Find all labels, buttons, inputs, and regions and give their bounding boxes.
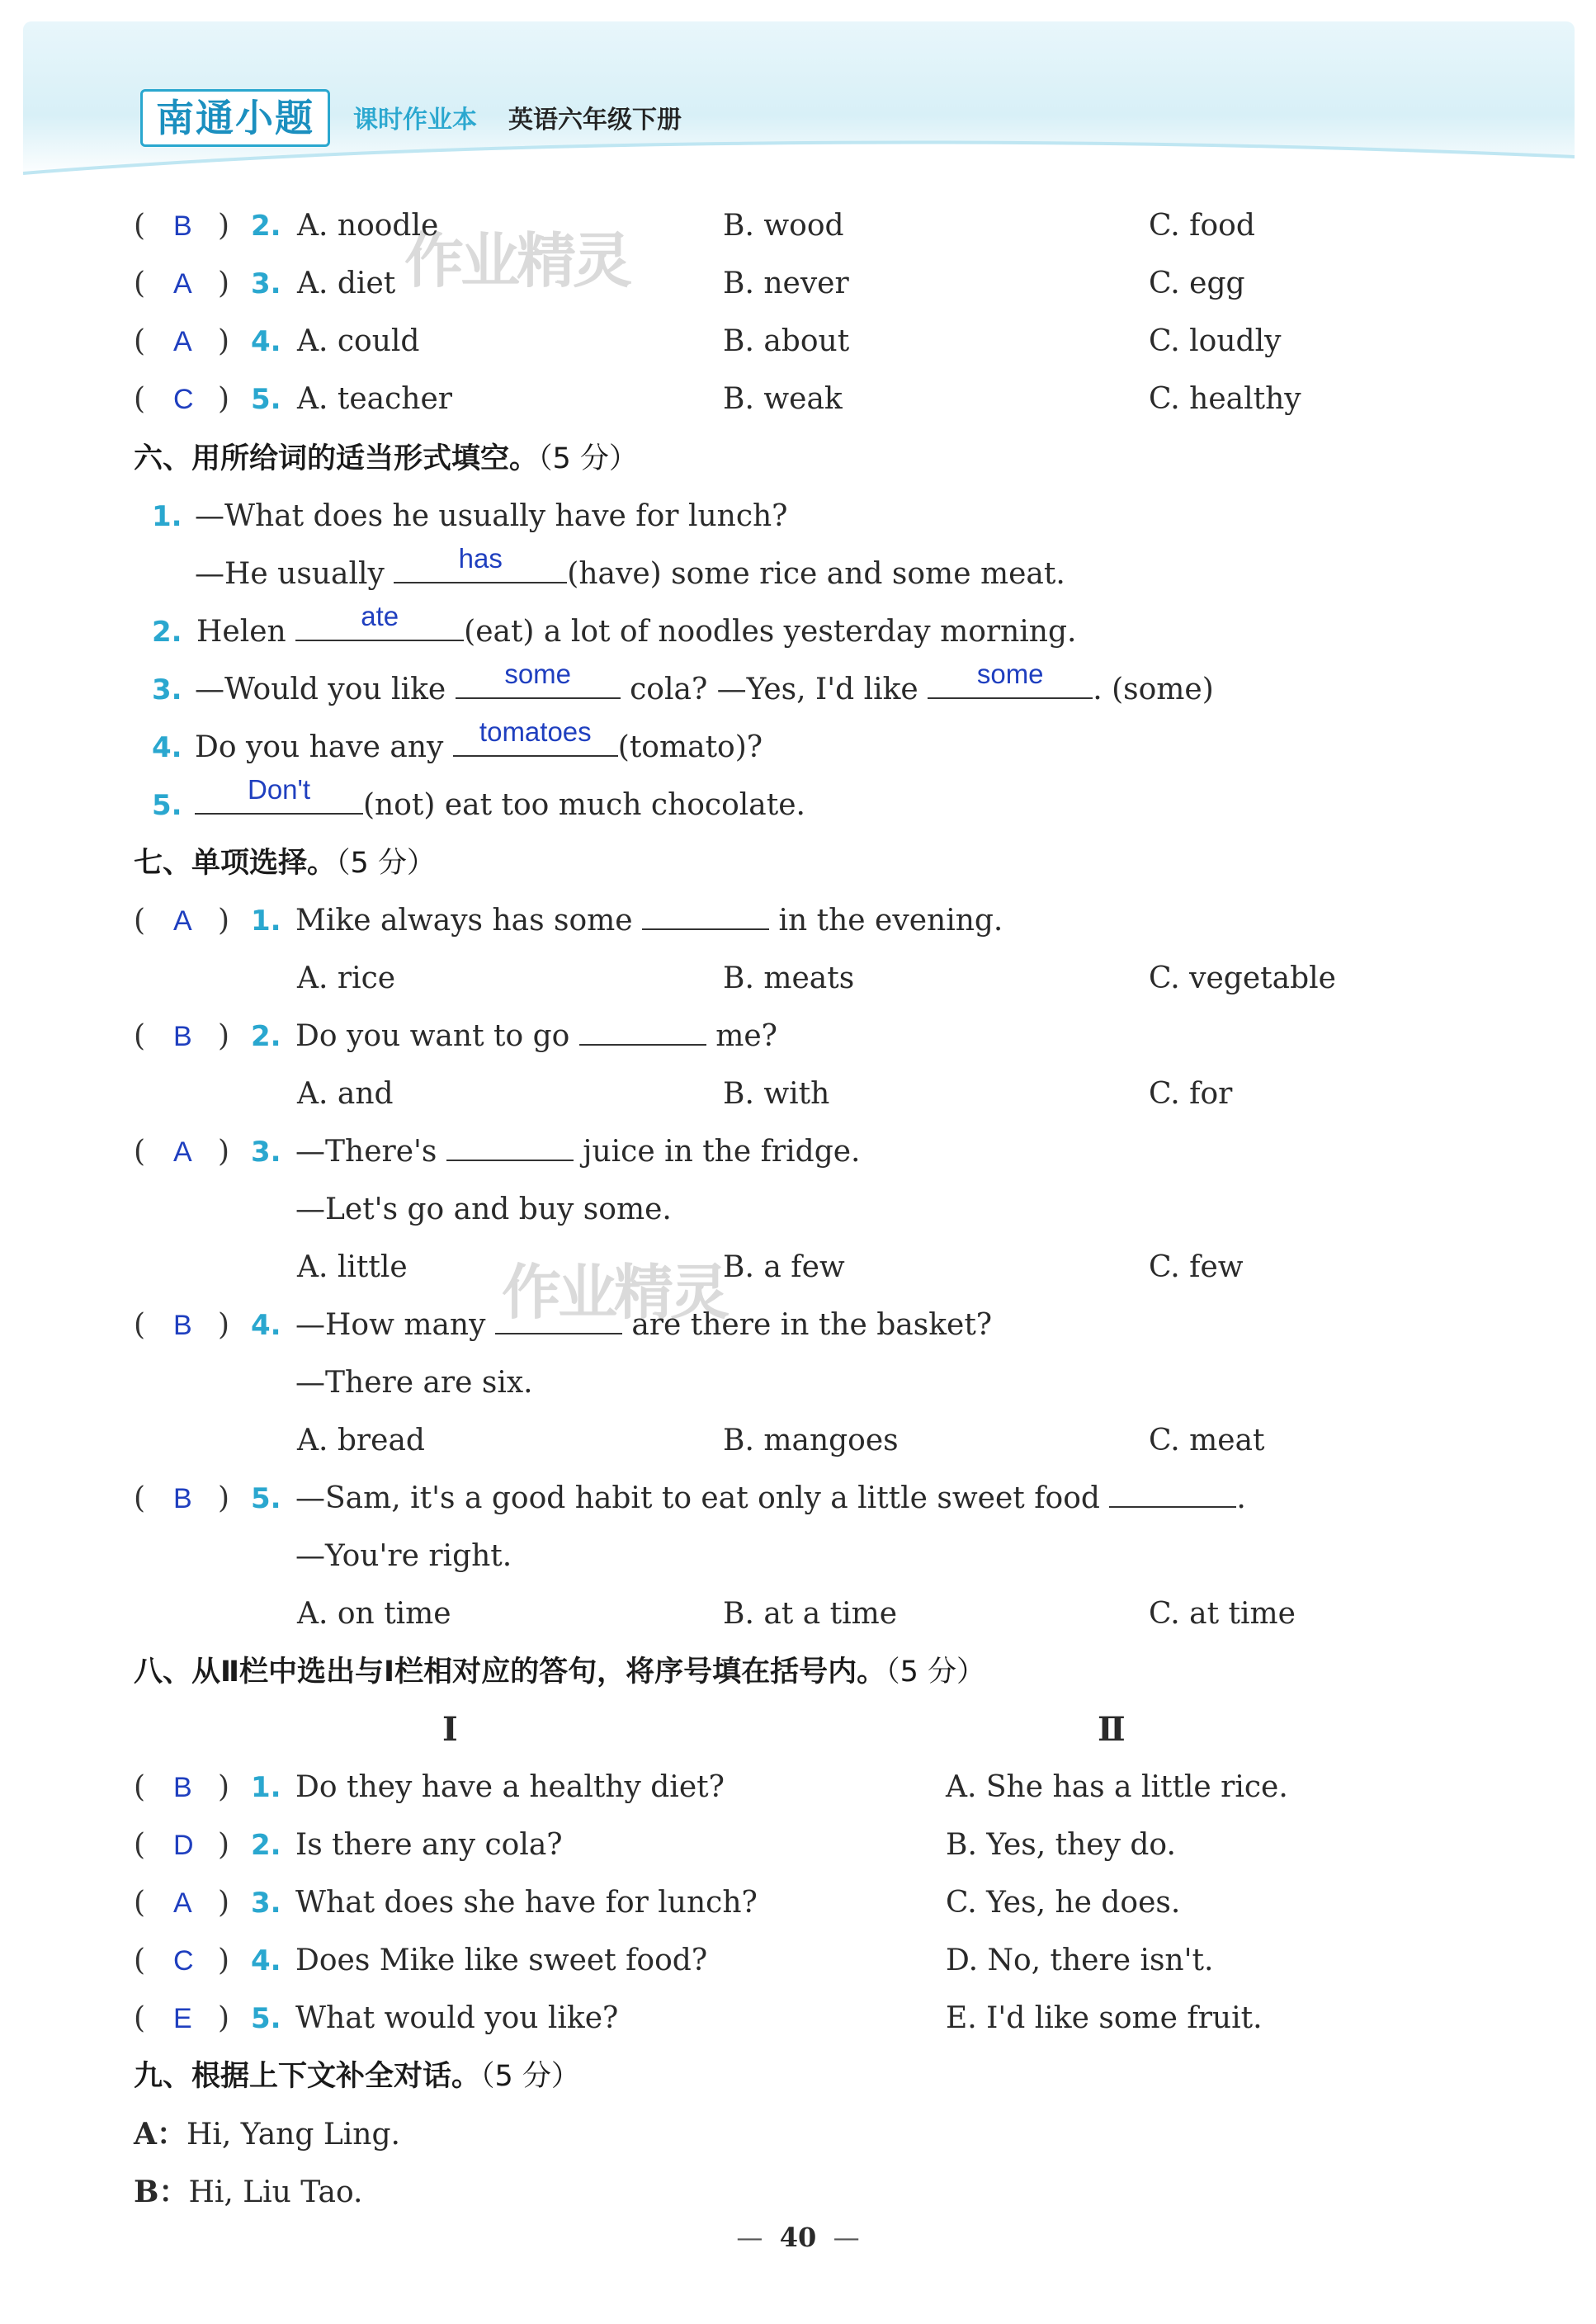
question-number: 3. xyxy=(251,1136,281,1169)
question-number: 4. xyxy=(251,1944,281,1977)
question-number: 2. xyxy=(251,210,281,243)
question-number: 3. xyxy=(152,673,182,706)
section-9-title: 九、根据上下文补全对话。（5 分） xyxy=(134,2060,580,2093)
option-a: A. rice xyxy=(297,961,396,995)
worksheet-page: 南通小题 课时作业本 英语六年级下册 作业精灵 作业精灵 ( B ) 2. A. noodle B. wood C. food ( A ) 3. A. diet B. never C. egg ( A ) 4. A. could B. about C. loudly ( C ) 5. A. teacher B. weak C. healthy 六、用所给词的适当形式填空。（5 分） 1. —What does he usually have for lunch? —He usually has (have) some rice and some meat. 2. Helen ate (eat) a lot of noodles yesterday morning. 3. —Would you like some cola? —Yes, I'd like some . (some) 4. Do you have any tomatoes (tomato)? 5. Don't (not) eat too much chocolate. 七、单项选择。（5 分） ( A ) 1. Mike always has some in the evening. A. rice B. meats C. vegetable ( B ) 2. Do you want to go me? A. and B. with C. for ( A ) 3. —There's juice in the fridge. —Let's go and buy some. A. little B. a few C. few ( B ) 4. —How many are there in the basket? —There are six. A. bread B. mangoes C. meat ( B ) 5. —Sam, it's a good habit to eat only a little sweet food . —You're right. A. on time B. at a time C. at time 八、从Ⅱ栏中选出与Ⅰ栏相对应的答句，将序号填在括号内。（5 分） Ⅰ Ⅱ ( B ) 1. Do they have a healthy diet? A. She has a little rice. ( D ) 2. Is there any cola? B. Yes, they do. ( A ) 3. What does she have for lunch? C. Yes, he does. ( C ) 4. Does Mike like sweet food? D. No, there isn't. ( E ) 5. What would you like? E. I'd like some fruit. 九、根据上下文补全对话。（5 分） A：Hi, Yang Ling. B：Hi, Liu Tao. — 40 — xyxy=(0,0,1596,2324)
question-text: Does Mike like sweet food? xyxy=(295,1944,708,1977)
fill-answer: ate xyxy=(361,601,399,631)
fill-answer: Don't xyxy=(247,774,310,805)
option-a: A. bread xyxy=(297,1424,425,1457)
option-c: C. loudly xyxy=(1149,324,1282,358)
fill-answer: has xyxy=(458,543,503,574)
question-text: What does she have for lunch? xyxy=(295,1886,758,1920)
option-c: C. food xyxy=(1149,209,1255,243)
question-text: —What does he usually have for lunch? xyxy=(195,499,788,533)
response-option: A. She has a little rice. xyxy=(946,1770,1288,1804)
dialog-line: A：Hi, Yang Ling. xyxy=(134,2117,400,2152)
response-option: D. No, there isn't. xyxy=(946,1944,1214,1977)
dialog-line: B：Hi, Liu Tao. xyxy=(134,2175,363,2209)
option-a: A. could xyxy=(297,324,420,358)
option-b: B. meats xyxy=(723,961,855,995)
option-b: B. never xyxy=(723,267,849,300)
answer: C xyxy=(173,1945,194,1977)
option-c: C. healthy xyxy=(1149,382,1301,416)
answer: A xyxy=(173,905,192,937)
question-text: —Sam, it's a good habit to eat only a little sweet food . xyxy=(295,1481,1246,1515)
section-7-title: 七、单项选择。（5 分） xyxy=(134,847,436,880)
question-text: —You're right. xyxy=(295,1539,512,1573)
question-text: Do you have any tomatoes (tomato)? xyxy=(195,730,763,766)
question-text: —How many are there in the basket? xyxy=(295,1308,993,1342)
question-number: 5. xyxy=(251,2002,281,2035)
question-number: 2. xyxy=(251,1020,281,1053)
brand-logo: 南通小题 xyxy=(140,89,330,147)
answer: A xyxy=(173,1887,192,1919)
question-text: —There are six. xyxy=(295,1366,533,1400)
question-text: Helen ate (eat) a lot of noodles yesterday morning. xyxy=(196,614,1076,650)
section-6-title: 六、用所给词的适当形式填空。（5 分） xyxy=(134,442,638,475)
column-2-heading: Ⅱ xyxy=(1098,1710,1126,1749)
question-text: —Let's go and buy some. xyxy=(295,1193,672,1226)
watermark: 作业精灵 xyxy=(404,226,630,295)
answer: B xyxy=(173,1772,192,1803)
option-c: C. few xyxy=(1149,1250,1244,1284)
option-a: A. diet xyxy=(297,267,396,300)
option-c: C. meat xyxy=(1149,1424,1265,1457)
fill-answer: some xyxy=(504,659,572,689)
option-b: B. mangoes xyxy=(723,1424,899,1457)
answer-line: —He usually has (have) some rice and some meat. xyxy=(195,556,1065,593)
option-a: A. teacher xyxy=(297,382,452,416)
question-text: —There's juice in the fridge. xyxy=(295,1135,861,1169)
book-title: 英语六年级下册 xyxy=(508,106,682,135)
question-number: 1. xyxy=(152,500,182,533)
question-number: 3. xyxy=(251,267,281,300)
question-text: What would you like? xyxy=(295,2001,619,2035)
question-number: 4. xyxy=(251,325,281,358)
book-series: 课时作业本 xyxy=(353,106,477,135)
option-b: B. with xyxy=(723,1077,830,1111)
option-c: C. for xyxy=(1149,1077,1233,1111)
option-b: B. at a time xyxy=(723,1597,898,1631)
option-b: B. about xyxy=(723,324,850,358)
answer: E xyxy=(173,2003,192,2034)
question-text: Mike always has some in the evening. xyxy=(295,904,1003,938)
response-option: C. Yes, he does. xyxy=(946,1886,1181,1920)
option-b: B. weak xyxy=(723,382,843,416)
question-text: Do they have a healthy diet? xyxy=(295,1770,725,1804)
response-option: B. Yes, they do. xyxy=(946,1828,1176,1862)
response-option: E. I'd like some fruit. xyxy=(946,2001,1263,2035)
question-number: 4. xyxy=(152,731,182,764)
page-number: — 40 — xyxy=(736,2222,860,2253)
section-8-title: 八、从Ⅱ栏中选出与Ⅰ栏相对应的答句，将序号填在括号内。（5 分） xyxy=(134,1656,985,1689)
question-number: 5. xyxy=(251,1482,281,1515)
question-number: 5. xyxy=(251,383,281,416)
answer: B xyxy=(173,210,192,242)
answer: B xyxy=(173,1021,192,1052)
option-c: C. at time xyxy=(1149,1597,1296,1631)
fill-answer: some xyxy=(976,659,1044,689)
answer: A xyxy=(173,268,192,300)
question-number: 3. xyxy=(251,1887,281,1920)
answer: A xyxy=(173,1136,192,1168)
option-a: A. little xyxy=(297,1250,408,1284)
question-number: 1. xyxy=(251,905,281,938)
watermark: 作业精灵 xyxy=(502,1258,727,1327)
option-a: A. and xyxy=(297,1077,394,1111)
option-c: C. egg xyxy=(1149,267,1245,300)
option-c: C. vegetable xyxy=(1149,961,1336,995)
question-number: 5. xyxy=(152,789,182,822)
question-number: 2. xyxy=(152,616,182,649)
question-number: 1. xyxy=(251,1771,281,1804)
answer: C xyxy=(173,384,194,415)
answer: B xyxy=(173,1483,192,1514)
question-number: 4. xyxy=(251,1309,281,1342)
question-text: Don't (not) eat too much chocolate. xyxy=(195,787,805,824)
option-b: B. a few xyxy=(723,1250,845,1284)
question-text: Is there any cola? xyxy=(295,1828,563,1862)
option-a: A. on time xyxy=(297,1597,451,1631)
question-number: 2. xyxy=(251,1829,281,1862)
option-b: B. wood xyxy=(723,209,844,243)
answer: A xyxy=(173,326,192,357)
fill-answer: tomatoes xyxy=(479,716,592,747)
question-text: Do you want to go me? xyxy=(295,1019,777,1053)
answer: D xyxy=(173,1830,194,1861)
option-a: A. noodle xyxy=(297,209,439,243)
column-1-heading: Ⅰ xyxy=(442,1710,458,1749)
question-text: —Would you like some cola? —Yes, I'd like some . (some) xyxy=(195,672,1214,708)
answer: B xyxy=(173,1310,192,1341)
